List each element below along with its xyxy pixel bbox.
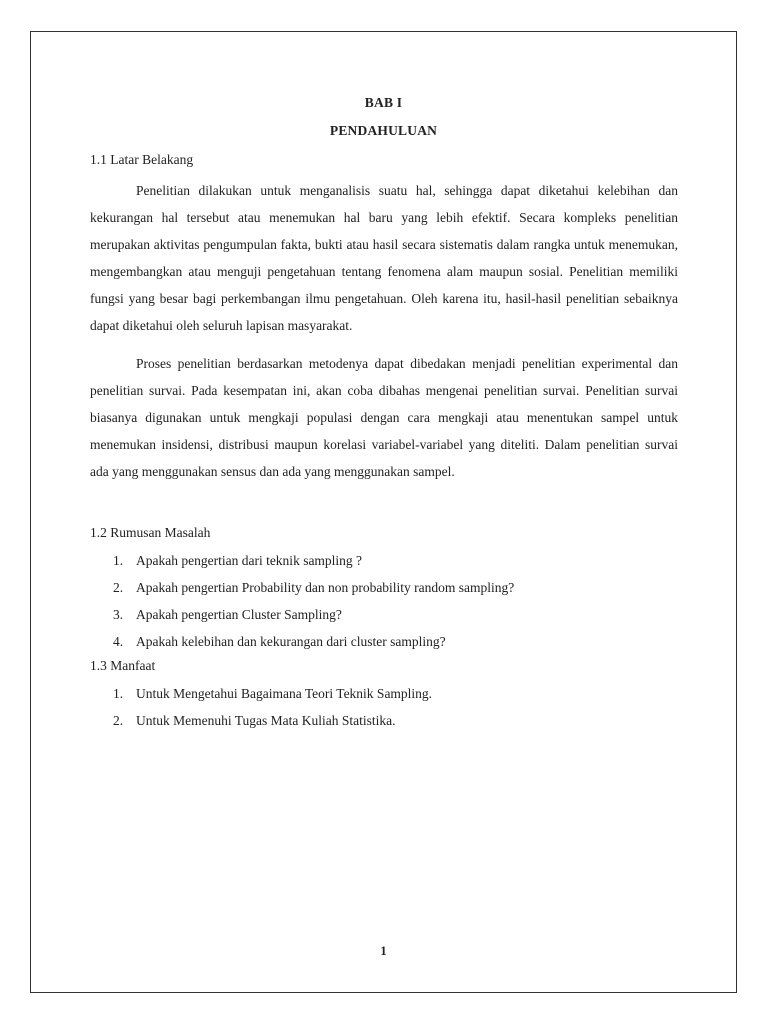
list-item bbox=[113, 680, 432, 707]
list-item-number: 2. bbox=[113, 580, 124, 595]
list-item-text: Apakah kelebihan dan kekurangan dari cluster sampling? bbox=[136, 634, 446, 649]
list-item bbox=[113, 547, 514, 574]
list-item-text: Apakah pengertian Probability dan non probability random sampling? bbox=[136, 580, 515, 595]
chapter-label: BAB I bbox=[364, 95, 403, 110]
section-title-latar-belakang: 1.1 Latar Belakang bbox=[90, 152, 194, 167]
list-item bbox=[113, 628, 514, 655]
rumusan-masalah-list bbox=[113, 547, 514, 655]
page-number: 1 bbox=[380, 944, 387, 958]
list-item bbox=[113, 574, 514, 601]
list-item-text: Untuk Memenuhi Tugas Mata Kuliah Statistika. bbox=[136, 713, 396, 728]
list-item-text: Apakah pengertian Cluster Sampling? bbox=[136, 607, 342, 622]
section-title-rumusan-masalah: 1.2 Rumusan Masalah bbox=[90, 525, 211, 540]
list-item bbox=[113, 707, 432, 734]
list-item-number: 3. bbox=[113, 607, 124, 622]
list-item-text: Apakah pengertian dari teknik sampling ? bbox=[136, 553, 363, 568]
paragraph-1: Penelitian dilakukan untuk menganalisis suatu hal, sehingga dapat diketahui kelebihan dan kekurangan hal tersebut atau menemukan hal baru yang lebih efektif. Secara kompleks penelitian merupakan aktivitas pengumpulan fakta, bukti atau hasil secara sistematis dalam rangka untuk menemukan, mengembangkan atau menguji pengetahuan tentang fenomena alam maupun sosial. Penelitian memiliki fungsi yang besar bagi perkembangan ilmu pengetahuan. Oleh karena itu, hasil-hasil penelitian sebaiknya dapat diketahui oleh seluruh lapisan masyarakat. bbox=[90, 183, 678, 333]
section-title-manfaat: 1.3 Manfaat bbox=[90, 658, 156, 673]
document-page bbox=[30, 31, 737, 993]
chapter-title: PENDAHULUAN bbox=[329, 123, 438, 138]
paragraph-2: Proses penelitian berdasarkan metodenya dapat dibedakan menjadi penelitian experimental dan penelitian survai. Pada kesempatan ini, akan coba dibahas mengenai penelitian survai. Penelitian survai biasanya digunakan untuk mengkaji populasi dengan cara mengkaji atau menentukan sampel untuk menemukan insidensi, distribusi maupun korelasi variabel-variabel yang diteliti. Dalam penelitian survai ada yang menggunakan sensus dan ada yang menggunakan sampel. bbox=[90, 356, 678, 479]
list-item-text: Untuk Mengetahui Bagaimana Teori Teknik Sampling. bbox=[136, 686, 433, 701]
list-item-number: 2. bbox=[113, 713, 124, 728]
list-item-number: 1. bbox=[113, 553, 124, 568]
list-item bbox=[113, 601, 514, 628]
list-item-number: 1. bbox=[113, 686, 124, 701]
list-item-number: 4. bbox=[113, 634, 124, 649]
manfaat-list bbox=[113, 680, 432, 734]
